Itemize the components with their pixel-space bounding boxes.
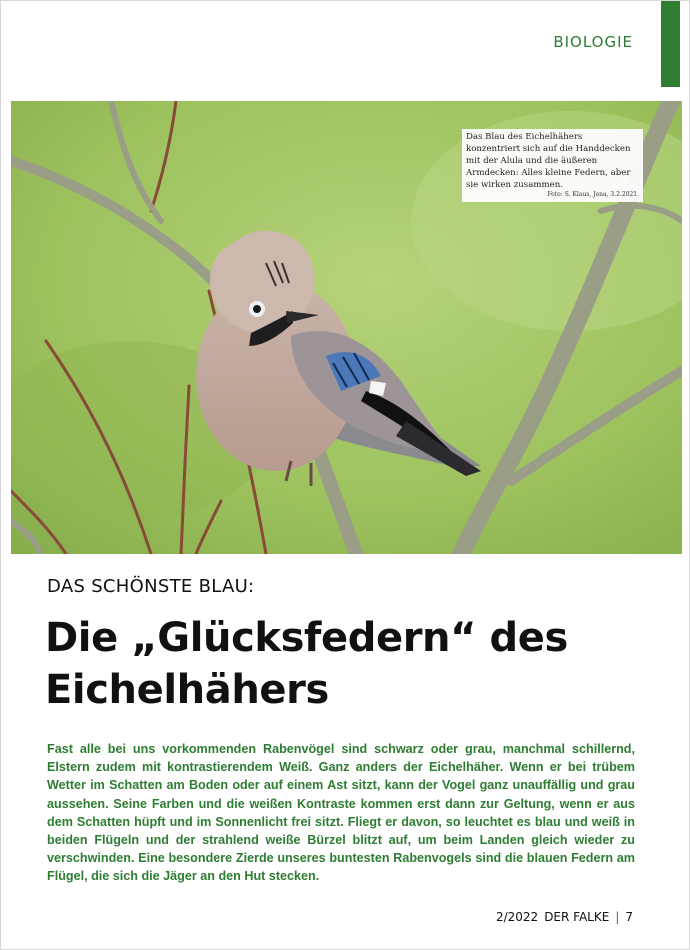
photo-caption [462,129,643,202]
footer-page-number: 7 [625,910,633,924]
footer-issue: 2/2022 [495,910,539,924]
section-label: BIOLOGIE [553,33,633,51]
photo-caption-text: Das Blau des Eichelhähers konzentriert sich auf die Handdecken mit der Alula und die äußeren Armdecken: Alles kleine Federn, aber sie wirken zusammen. [466,132,631,190]
page-footer [496,910,633,924]
section-color-tab [661,1,680,87]
article-kicker: DAS SCHÖNSTE BLAU: [47,576,255,597]
article-lead: Fast alle bei uns vorkommenden Rabenvögel sind schwarz oder grau, manchmal schillernd, Elstern zudem mit kontrastierendem Weiß. Ganz anders der Eichelhäher. Wenn er bei trübem Wetter im Schatten am Boden oder auf einem Ast sitzt, kann der Vogel ganz unauffällig und grau aussehen. Seine Farben und die weißen Kontraste kommen erst dann zur Geltung, wenn er aus dem Schatten hüpft und im Sonnenlicht frei sitzt. Fliegt er davon, so leuchtet es blau und weiß in beiden Flügeln und der strahlend weiße Bürzel blitzt auf, um beim Landen gleich wieder zu verschwinden. Eine besondere Zierde unseres buntesten Rabenvogels sind die blauen Federn am Flügel, die sich die Jäger an den Hut stecken. [47,742,635,884]
jay-photo [11,101,682,554]
photo-credit: Foto: S. Klaus, Jena, 3.2.2021. [547,191,639,198]
footer-separator: | [615,910,620,924]
article-title: Die „Glücksfedern“ des Eichelhähers [45,615,568,713]
footer-magazine: DER FALKE [544,910,610,924]
